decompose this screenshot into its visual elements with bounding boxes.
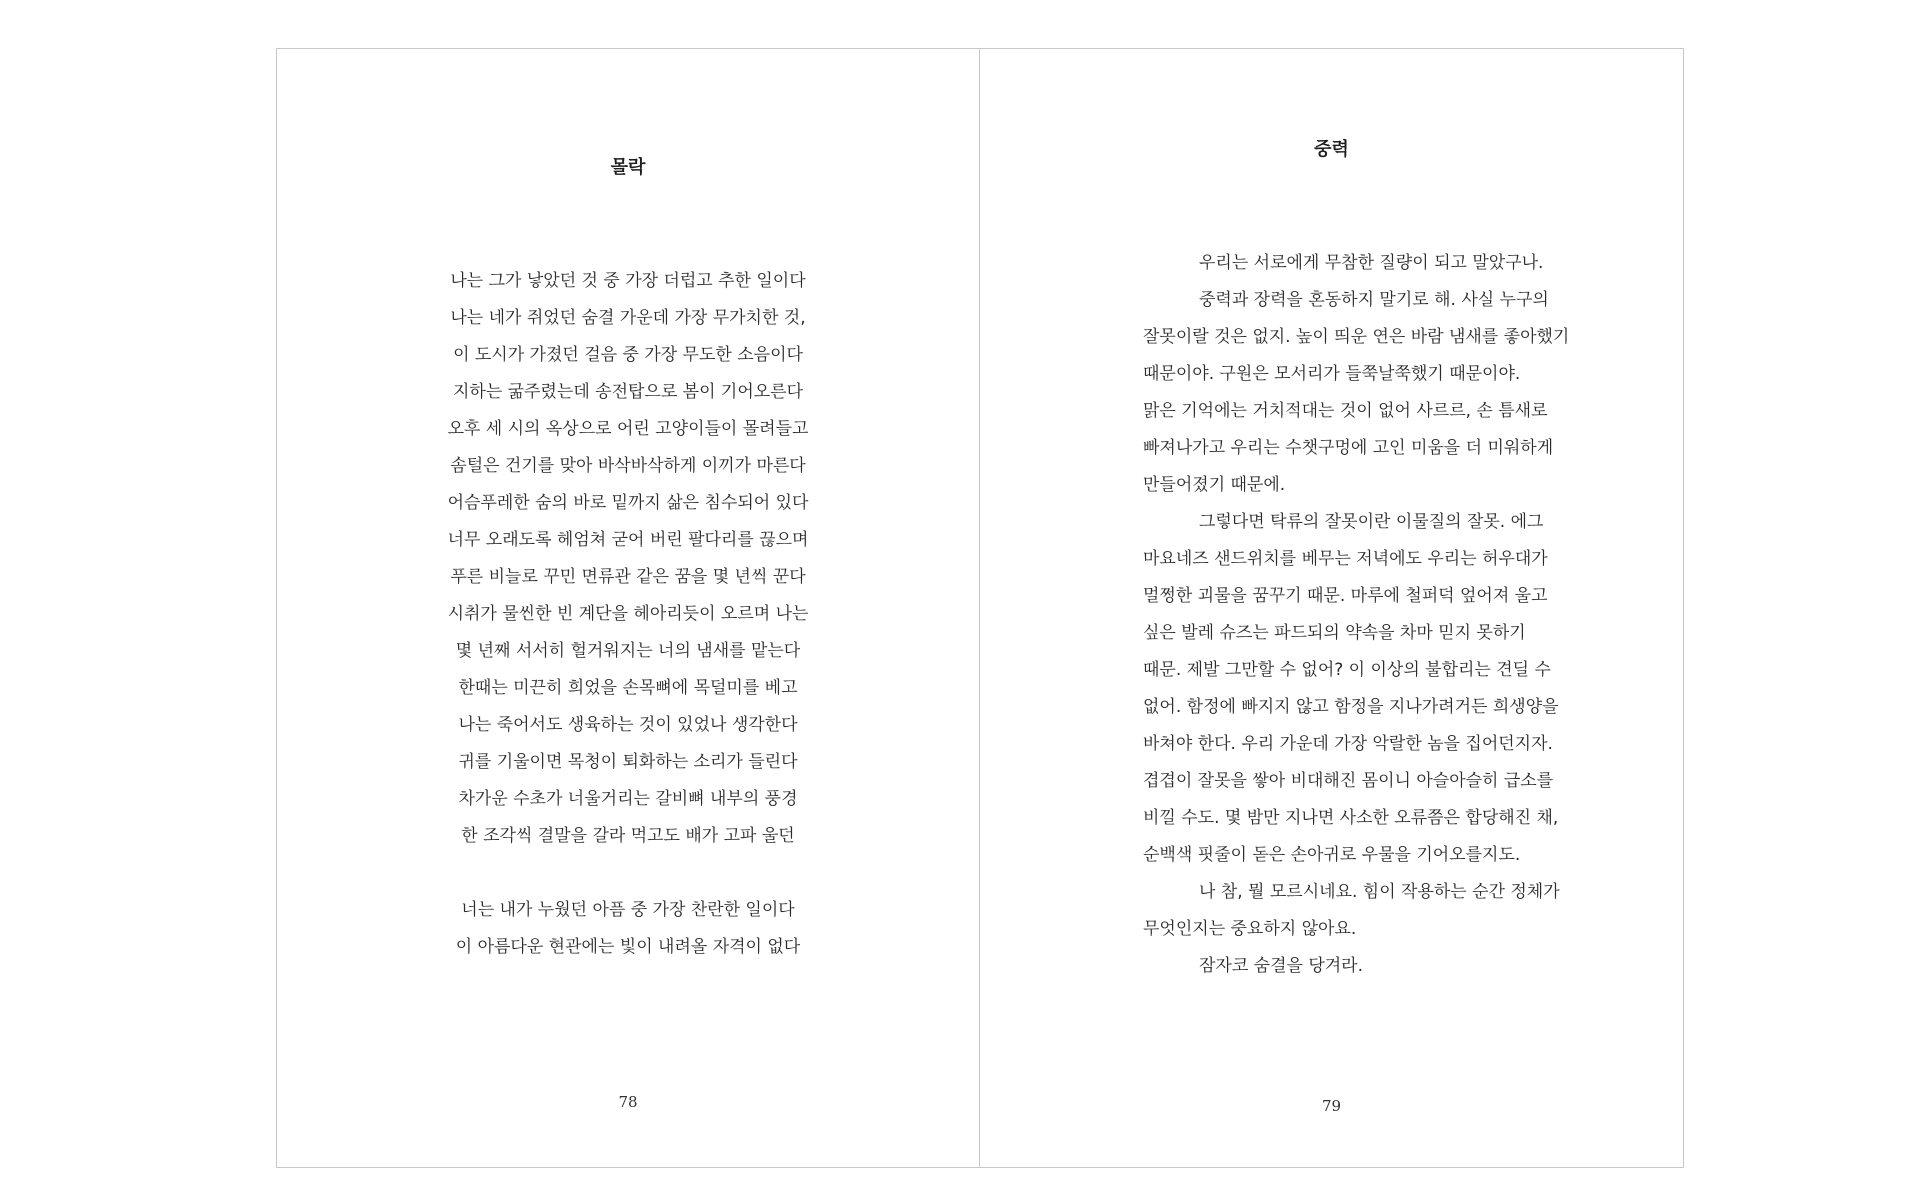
poem-line: 솜털은 건기를 맞아 바삭바삭하게 이끼가 마른다 xyxy=(450,456,806,476)
poem-line: 너무 오래도록 헤엄쳐 굳어 버린 팔다리를 끊으며 xyxy=(447,530,809,550)
prose-line: 멀쩡한 괴물을 꿈꾸기 때문. 마루에 철퍼덕 엎어져 울고 xyxy=(1143,586,1548,606)
prose-line: 때문. 제발 그만할 수 없어? 이 이상의 불합리는 견딜 수 xyxy=(1143,660,1551,680)
prose-line: 겹겹이 잘못을 쌓아 비대해진 몸이니 아슬아슬히 급소를 xyxy=(1143,771,1554,791)
poem-title: 중력 xyxy=(1314,139,1349,160)
poem-line: 이 도시가 가졌던 걸음 중 가장 무도한 소음이다 xyxy=(453,345,803,365)
prose-line: 우리는 서로에게 무참한 질량이 되고 말았구나. xyxy=(1199,253,1544,273)
prose-poem-body xyxy=(1143,245,1613,985)
poem-line: 푸른 비늘로 꾸민 면류관 같은 꿈을 몇 년씩 꾼다 xyxy=(450,567,806,587)
poem-line: 시취가 물씬한 빈 계단을 헤아리듯이 오르며 나는 xyxy=(447,604,809,624)
poem-line: 너는 내가 누웠던 아픔 중 가장 찬란한 일이다 xyxy=(461,900,795,920)
prose-line: 빠져나가고 우리는 수챗구멍에 고인 미움을 더 미워하게 xyxy=(1143,438,1554,458)
poem-line: 오후 세 시의 옥상으로 어린 고양이들이 몰려들고 xyxy=(447,419,809,439)
poem-line: 귀를 기울이면 목청이 퇴화하는 소리가 들린다 xyxy=(458,752,798,772)
prose-line: 싶은 발레 슈즈는 파드되의 약속을 차마 믿지 못하기 xyxy=(1143,623,1526,643)
prose-line: 잘못이랄 것은 없지. 높이 띄운 연은 바람 냄새를 좋아했기 xyxy=(1143,327,1570,347)
prose-line: 때문이야. 구원은 모서리가 들쭉날쭉했기 때문이야. xyxy=(1143,364,1521,384)
poem-body xyxy=(277,263,979,966)
prose-line: 비낄 수도. 몇 밤만 지나면 사소한 오류쯤은 합당해진 채, xyxy=(1143,808,1559,828)
prose-line: 바쳐야 한다. 우리 가운데 가장 악랄한 놈을 집어던지자. xyxy=(1143,734,1553,754)
right-page xyxy=(980,49,1683,1167)
prose-line: 무엇인지는 중요하지 않아요. xyxy=(1143,919,1357,939)
poem-title: 몰락 xyxy=(610,157,646,178)
prose-line: 없어. 함정에 빠지지 않고 함정을 지나가려거든 희생양을 xyxy=(1143,697,1559,717)
prose-line: 그렇다면 탁류의 잘못이란 이물질의 잘못. 에그 xyxy=(1199,512,1544,532)
poem-line: 지하는 굶주렸는데 송전탑으로 봄이 기어오른다 xyxy=(452,382,804,402)
poem-line: 몇 년째 서서히 헐거워지는 너의 냄새를 맡는다 xyxy=(455,641,801,661)
poem-line: 차가운 수초가 너울거리는 갈비뼈 내부의 풍경 xyxy=(458,789,798,809)
prose-line: 중력과 장력을 혼동하지 말기로 해. 사실 누구의 xyxy=(1199,290,1549,310)
poem-line: 한 조각씩 결말을 갈라 먹고도 배가 고파 울던 xyxy=(461,826,795,846)
prose-line: 만들어졌기 때문에. xyxy=(1143,475,1286,495)
prose-line: 맑은 기억에는 거치적대는 것이 없어 사르르, 손 틈새로 xyxy=(1143,401,1548,421)
left-page xyxy=(277,49,980,1167)
prose-line: 마요네즈 샌드위치를 베무는 저녁에도 우리는 허우대가 xyxy=(1143,549,1548,569)
poem-line: 나는 네가 쥐었던 숨결 가운데 가장 무가치한 것, xyxy=(450,308,806,328)
poem-line: 어슴푸레한 숨의 바로 밑까지 삶은 침수되어 있다 xyxy=(447,493,809,513)
prose-line: 잠자코 숨결을 당겨라. xyxy=(1199,956,1364,976)
poem-line: 한때는 미끈히 희었을 손목뼈에 목덜미를 베고 xyxy=(458,678,798,698)
page-number: 78 xyxy=(618,1093,638,1111)
poem-line: 나는 죽어서도 생육하는 것이 있었나 생각한다 xyxy=(458,715,798,735)
poem-line: 이 아름다운 현관에는 빛이 내려올 자격이 없다 xyxy=(455,937,801,957)
page-number: 79 xyxy=(1321,1097,1342,1115)
poem-line: 나는 그가 낳았던 것 중 가장 더럽고 추한 일이다 xyxy=(450,271,806,291)
stanza-break xyxy=(277,855,979,892)
prose-line: 순백색 핏줄이 돋은 손아귀로 우물을 기어오를지도. xyxy=(1143,845,1521,865)
book-spread xyxy=(276,48,1684,1168)
prose-line: 나 참, 뭘 모르시네요. 힘이 작용하는 순간 정체가 xyxy=(1199,882,1560,902)
